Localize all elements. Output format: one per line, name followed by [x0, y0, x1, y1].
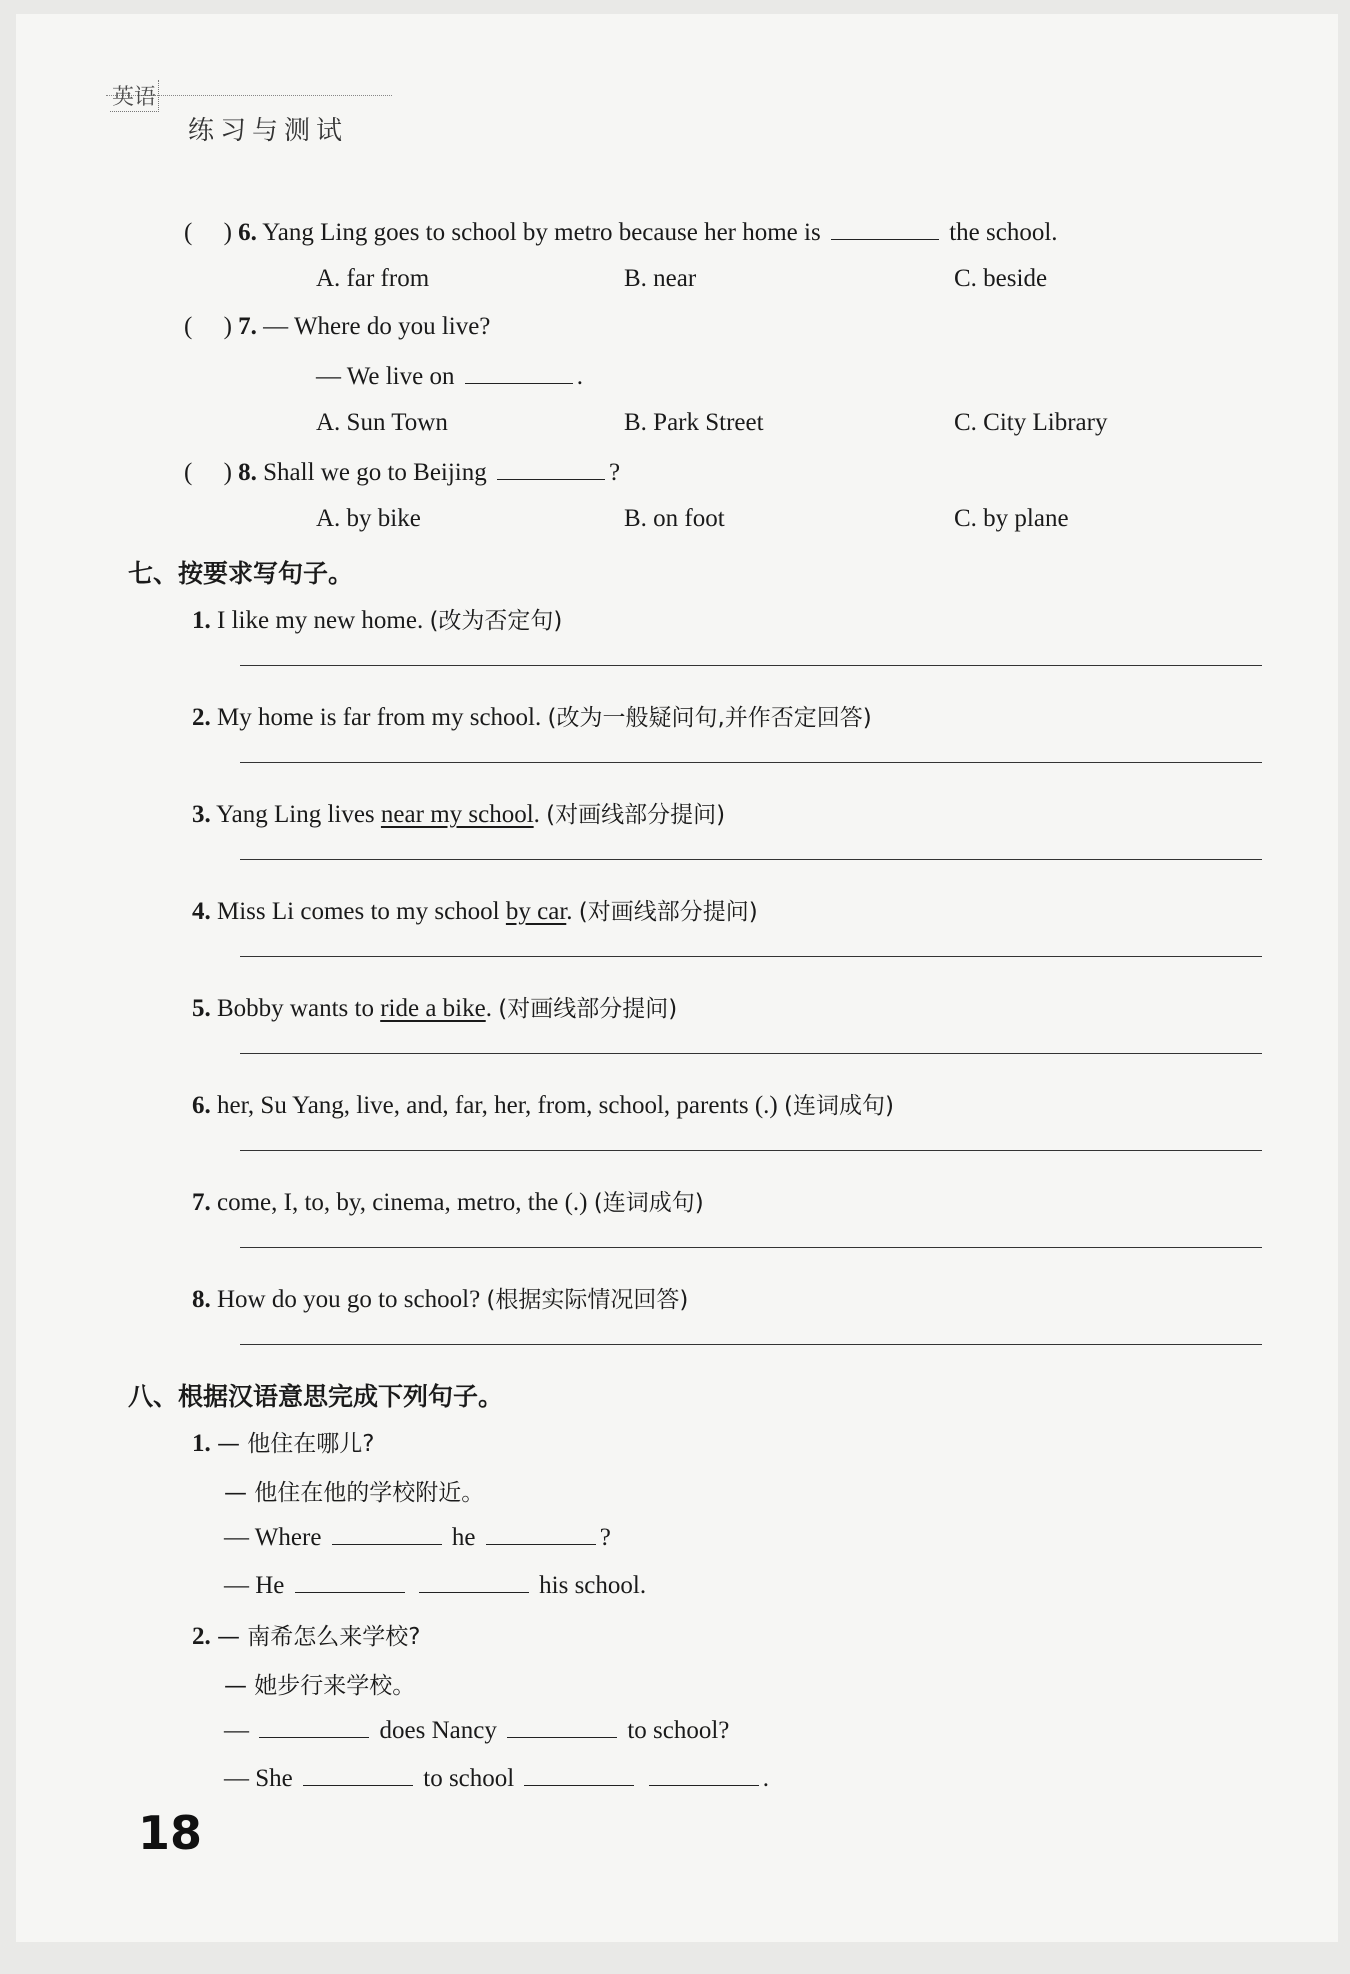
option-c: C. by plane	[954, 505, 1069, 532]
sentence: How do you go to school?	[217, 1286, 481, 1313]
instruction: (改为否定句)	[429, 608, 563, 634]
answer-text: — We live on	[316, 363, 455, 390]
answer-line[interactable]	[240, 1053, 1262, 1054]
answer-blank[interactable]	[649, 1763, 759, 1786]
text: —	[224, 1717, 249, 1744]
mc-item-8: ( ) 8. Shall we go to Beijing ?	[184, 459, 621, 486]
book-title: 练习与测试	[188, 116, 349, 146]
instruction: (根据实际情况回答)	[486, 1287, 689, 1313]
text: ?	[599, 1524, 611, 1551]
section-8-title: 八、根据汉语意思完成下列句子。	[128, 1382, 504, 1411]
question-text: — Where do you live?	[263, 313, 491, 340]
answer-line[interactable]	[240, 1247, 1262, 1248]
rewrite-item-2: 2. My home is far from my school. (改为一般疑问句,并作否定回答)	[192, 704, 872, 731]
option-b: B. on foot	[624, 505, 725, 532]
answer-blank[interactable]	[486, 1522, 596, 1545]
english-line-2	[224, 1570, 646, 1600]
instruction: (连词成句)	[784, 1093, 894, 1119]
text: his school.	[539, 1572, 647, 1599]
question-text-end: ?	[609, 459, 621, 486]
text: does Nancy	[379, 1717, 497, 1744]
rewrite-item-8: 8. How do you go to school? (根据实际情况回答)	[192, 1286, 689, 1313]
sentence-start: Miss Li comes to my school	[217, 898, 506, 925]
underlined-phrase: ride a bike	[380, 995, 486, 1022]
sentence: My home is far from my school.	[217, 704, 542, 731]
item-number: 8	[238, 459, 251, 486]
answer-line[interactable]	[240, 762, 1262, 763]
text: to school?	[627, 1717, 730, 1744]
instruction: (改为一般疑问句,并作否定回答)	[547, 705, 872, 731]
option-c: C. beside	[954, 265, 1048, 292]
word-list: come, I, to, by, cinema, metro, the (.)	[217, 1189, 588, 1216]
underlined-phrase: near my school	[380, 801, 534, 828]
item-number: 2	[192, 704, 205, 731]
answer-paren[interactable]: ( )	[184, 459, 232, 486]
chinese-answer: — 他住在他的学校附近。	[224, 1480, 485, 1506]
mc-item-7: ( ) 7. — Where do you live?	[184, 313, 491, 340]
answer-blank[interactable]	[524, 1763, 634, 1786]
answer-blank[interactable]	[831, 217, 939, 240]
sentence-end: .	[533, 801, 540, 828]
rewrite-item-4: 4. Miss Li comes to my school by car. (对画线部分提问)	[192, 898, 758, 925]
answer-blank[interactable]	[497, 457, 605, 480]
text: he	[451, 1524, 476, 1551]
question-text: Yang Ling goes to school by metro because her home is	[262, 219, 821, 246]
chinese-question: — 他住在哪儿?	[217, 1431, 375, 1457]
answer-line[interactable]	[240, 1150, 1262, 1151]
answer-blank[interactable]	[295, 1570, 405, 1593]
rewrite-item-6: 6. her, Su Yang, live, and, far, her, from, school, parents (.) (连词成句)	[192, 1092, 894, 1119]
text: to school	[423, 1765, 515, 1792]
question-text-end: the school.	[949, 219, 1058, 246]
page-number: 18	[138, 1806, 203, 1860]
translate-item-2-q: 2. — 南希怎么来学校?	[192, 1623, 421, 1650]
instruction: (连词成句)	[593, 1190, 704, 1216]
item-number: 7	[192, 1189, 205, 1216]
subject-label: 英语	[110, 80, 159, 112]
item-number: 6	[192, 1092, 205, 1119]
text: — She	[224, 1765, 293, 1792]
answer-line[interactable]	[240, 1344, 1262, 1345]
sentence-end: .	[485, 995, 492, 1022]
text: .	[762, 1765, 769, 1792]
text: — He	[224, 1572, 285, 1599]
item-number: 1	[192, 1430, 205, 1457]
rewrite-item-5: 5. Bobby wants to ride a bike. (对画线部分提问)	[192, 995, 678, 1022]
item-number: 4	[192, 898, 205, 925]
sentence-start: Yang Ling lives	[216, 801, 381, 828]
translate-item-1-q: 1. — 他住在哪儿?	[192, 1430, 375, 1457]
mc-item-6: ( ) 6. Yang Ling goes to school by metro because her home is the school.	[184, 219, 1058, 246]
chinese-question: — 南希怎么来学校?	[217, 1624, 421, 1650]
answer-line[interactable]	[240, 859, 1262, 860]
sentence: I like my new home.	[217, 607, 424, 634]
rewrite-item-3: 3. Yang Ling lives near my school. (对画线部分提问)	[192, 801, 726, 828]
answer-end: .	[576, 363, 583, 390]
instruction: (对画线部分提问)	[546, 802, 726, 828]
answer-blank[interactable]	[332, 1522, 442, 1545]
english-line-1	[224, 1522, 611, 1552]
sentence-end: .	[566, 898, 573, 925]
answer-line[interactable]	[240, 665, 1262, 666]
item-number: 2	[192, 1623, 205, 1650]
item-number: 6	[238, 219, 251, 246]
answer-line[interactable]	[240, 956, 1262, 957]
item-number: 5	[192, 995, 205, 1022]
item-number: 7	[238, 313, 251, 340]
option-b: B. near	[624, 265, 697, 292]
instruction: (对画线部分提问)	[498, 996, 678, 1022]
answer-paren[interactable]: ( )	[184, 219, 232, 246]
word-list: her, Su Yang, live, and, far, her, from, school, parents (.)	[217, 1092, 778, 1119]
question-text: Shall we go to Beijing	[263, 459, 487, 486]
english-line-1	[224, 1715, 729, 1745]
option-a: A. Sun Town	[316, 409, 448, 436]
answer-paren[interactable]: ( )	[184, 313, 232, 340]
english-line-2	[224, 1763, 769, 1793]
text: — Where	[224, 1524, 322, 1551]
answer-blank[interactable]	[465, 361, 573, 384]
option-a: A. far from	[316, 265, 430, 292]
chinese-answer: — 她步行来学校。	[224, 1673, 416, 1699]
section-7-title: 七、按要求写句子。	[128, 559, 354, 588]
rewrite-item-1: 1. I like my new home. (改为否定句)	[192, 607, 563, 634]
item-number: 1	[192, 607, 205, 634]
option-a: A. by bike	[316, 505, 421, 532]
instruction: (对画线部分提问)	[578, 899, 758, 925]
item-number: 3	[192, 801, 205, 828]
item-number: 8	[192, 1286, 205, 1313]
mc-item-7-answer	[316, 361, 583, 391]
answer-blank[interactable]	[303, 1763, 413, 1786]
answer-blank[interactable]	[507, 1715, 617, 1738]
option-b: B. Park Street	[624, 409, 764, 436]
answer-blank[interactable]	[259, 1715, 369, 1738]
answer-blank[interactable]	[419, 1570, 529, 1593]
underlined-phrase: by car	[505, 898, 567, 925]
workbook-page	[16, 14, 1338, 1942]
sentence-start: Bobby wants to	[217, 995, 381, 1022]
rewrite-item-7: 7. come, I, to, by, cinema, metro, the (.) (连词成句)	[192, 1189, 704, 1216]
option-c: C. City Library	[954, 409, 1108, 436]
